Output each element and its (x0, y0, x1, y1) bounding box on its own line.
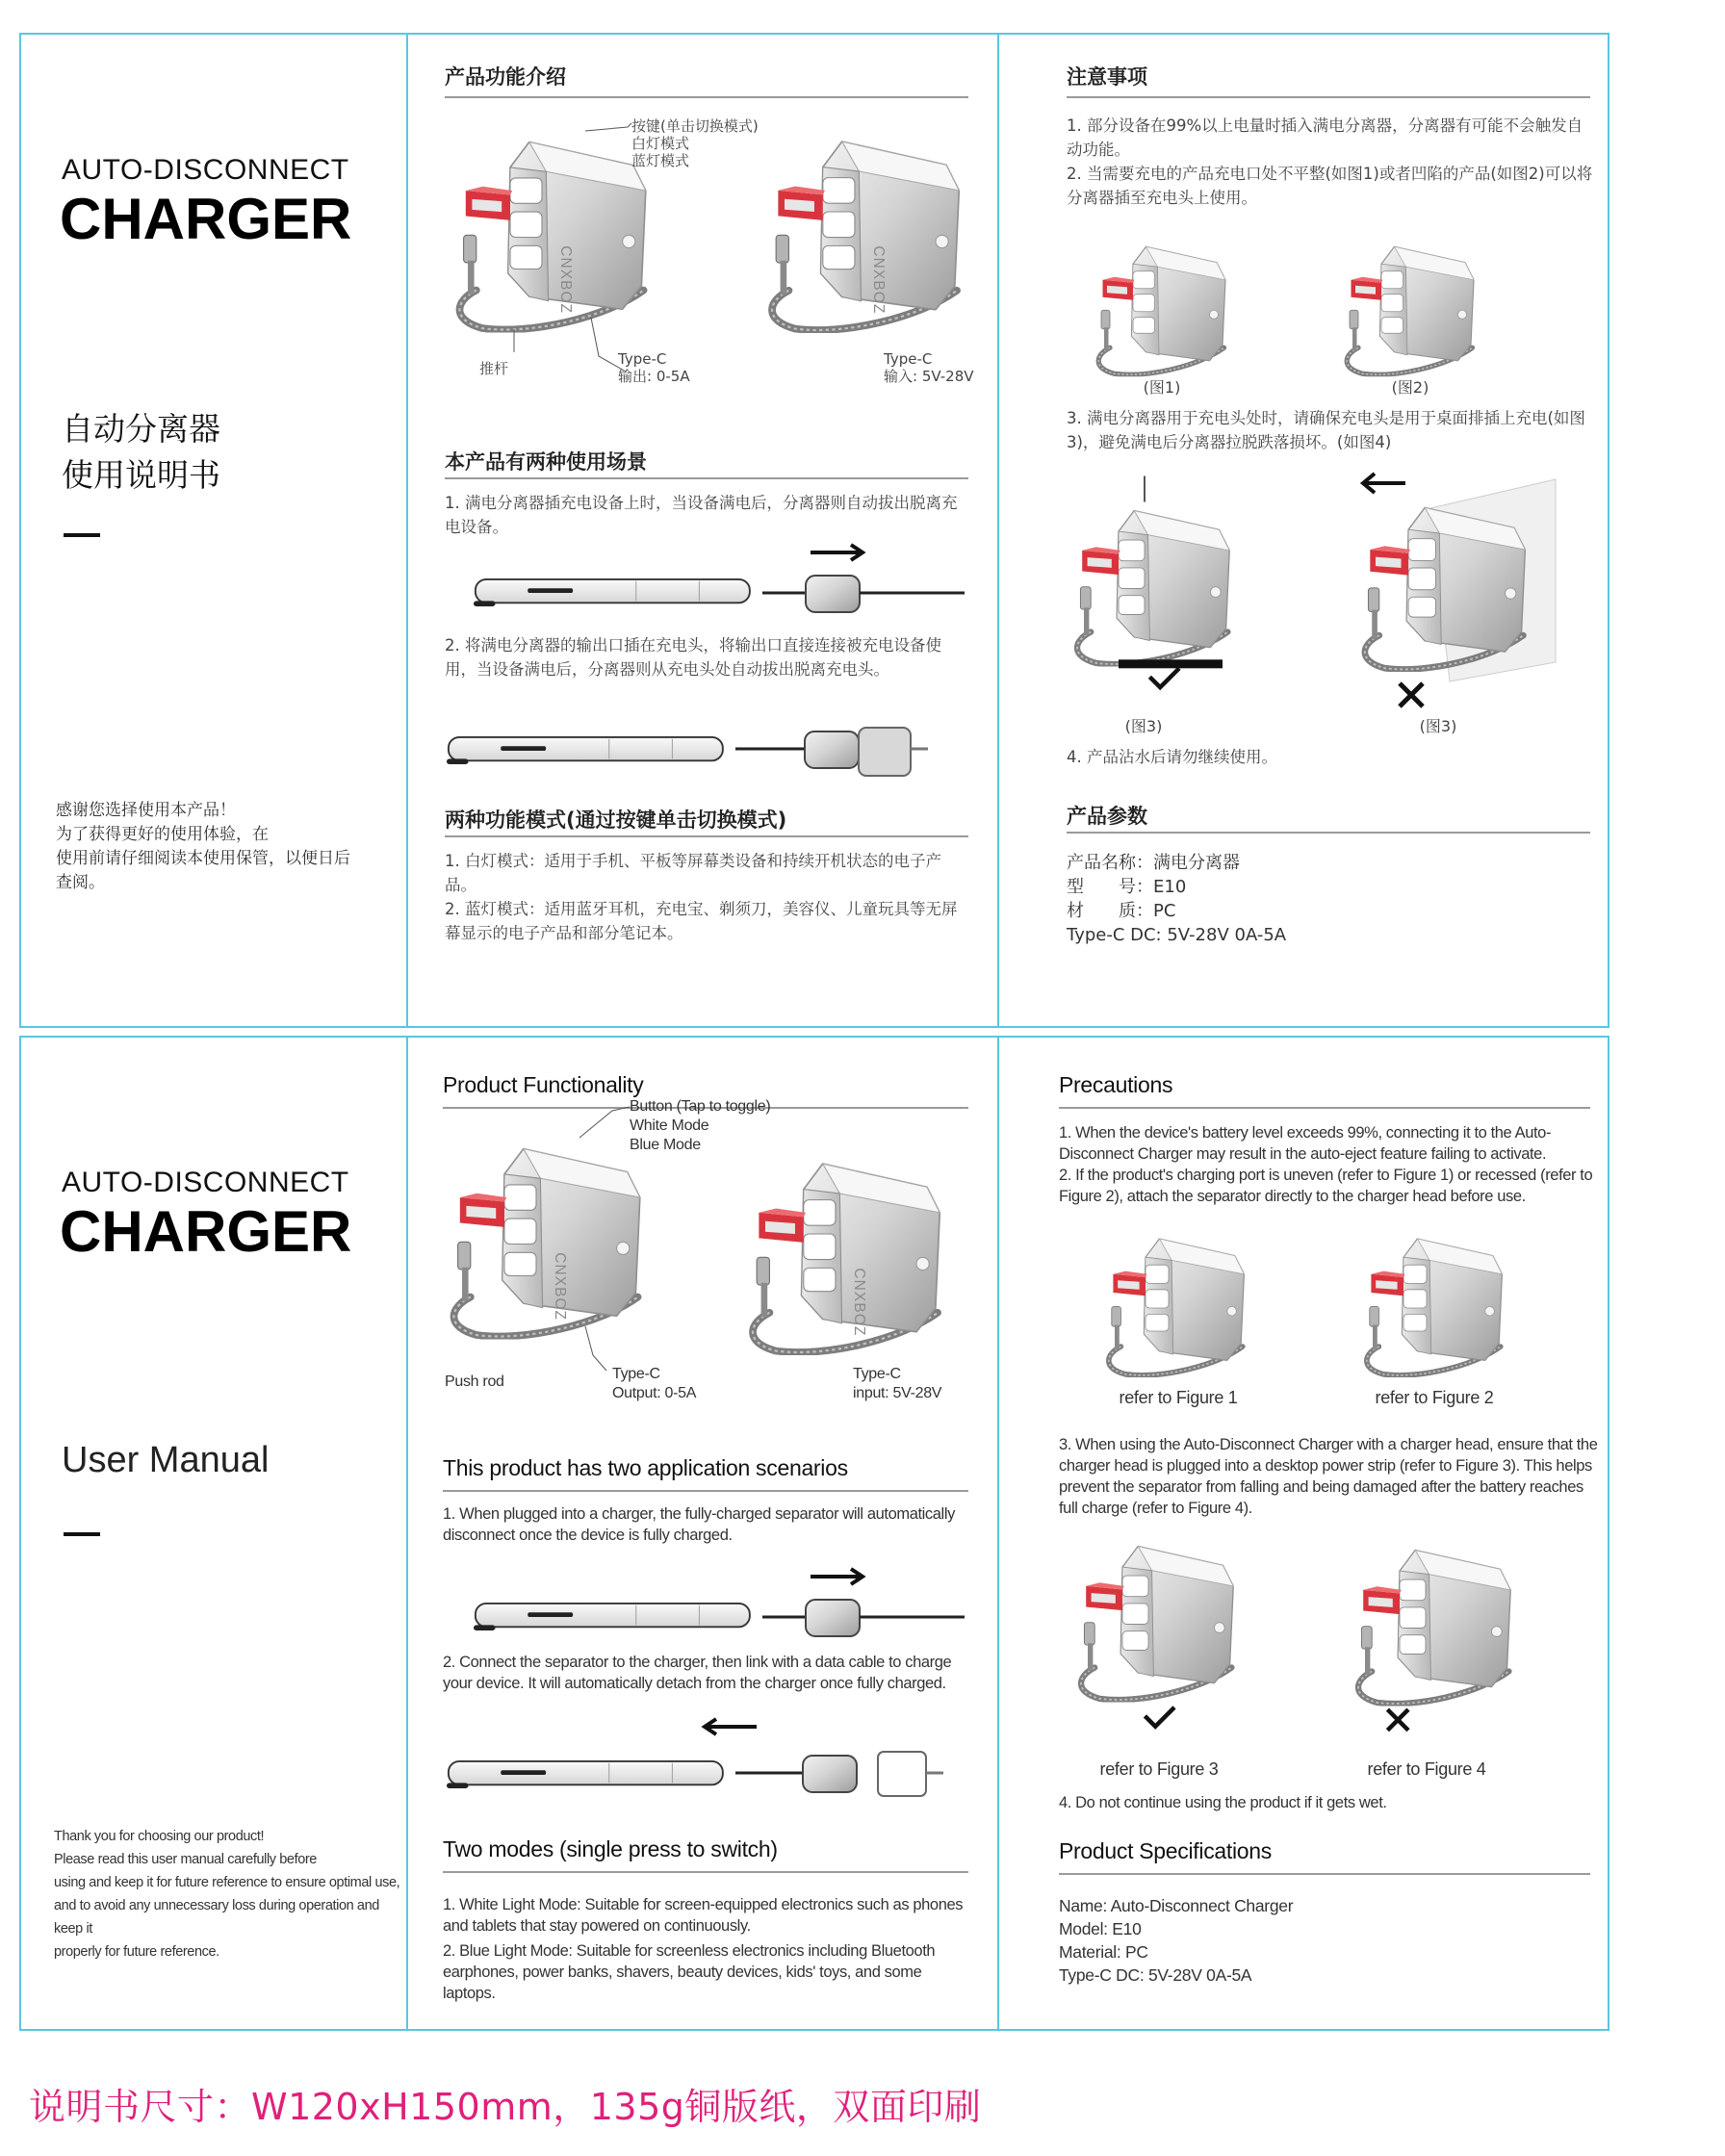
figure-4-caption-en: refer to Figure 4 (1367, 1759, 1486, 1779)
precaution-2: 2. 当需要充电的产品充电口处不平整(如图1)或者凹陷的产品(如图2)可以将分离器插至充电头上使用。 (1067, 165, 1593, 207)
precautions-heading: 注意事项 (1067, 65, 1147, 89)
callout-typec-in-en: Type-C input: 5V-28V (853, 1366, 942, 1401)
specs-rule (1067, 832, 1590, 834)
callout-pushrod: 推杆 (479, 360, 509, 377)
callout-pushrod-en: Push rod (445, 1373, 504, 1390)
modes-rule (445, 835, 968, 837)
figure-1-illustration-en (1099, 1213, 1253, 1396)
figure-3-caption-en: refer to Figure 3 (1099, 1759, 1219, 1779)
cover-dash (64, 533, 100, 537)
scenarios-heading-en: This product has two application scenarios (443, 1455, 848, 1480)
specs-heading: 产品参数 (1067, 805, 1147, 828)
brand-line-2: CHARGER (60, 187, 352, 251)
scenario-2-illustration-en (447, 1717, 986, 1798)
precaution-4-en: 4. Do not continue using the product if it gets wet. (1059, 1794, 1387, 1811)
mode-1-en: 1. White Light Mode: Suitable for screen-equipped electronics such as phones and tablets that stay powered on continuously. (443, 1896, 964, 1935)
figure-2-illustration-en (1357, 1213, 1511, 1396)
modes-heading-en: Two modes (single press to switch) (443, 1836, 778, 1861)
thanks-note-en: Thank you for choosing our product! Please read this user manual carefully before using and keep it for future reference to ensure optimal use, and to avoid any unnecessary loss during operation and keep it properly for future reference. (54, 1829, 400, 1960)
scenario-1-en: 1. When plugged into a charger, the fully-charged separator will automatically disconnect once the device is fully charged. (443, 1505, 955, 1544)
precaution-3: 3. 满电分离器用于充电头处时，请确保充电头是用于桌面排插上充电(如图3)，避免满电后分离器拉脱跌落损坏。(如图4) (1067, 409, 1585, 451)
cover-panel (21, 35, 406, 1026)
scenario-2-en: 2. Connect the separator to the charger, then link with a data cable to charge your device. It will automatically detach from the charger once fully charged. (443, 1654, 952, 1692)
figure-4-caption: (图3) (1419, 717, 1457, 735)
precaution-4: 4. 产品沾水后请勿继续使用。 (1067, 748, 1277, 766)
svg-text:CNXBOZ: CNXBOZ (869, 245, 887, 315)
callout-button-en: Button (Tap to toggle) White Mode Blue Mode (630, 1098, 771, 1153)
precautions-panel-en (999, 1038, 1611, 2029)
scenario-2-illustration (447, 710, 986, 787)
precautions-heading-en: Precautions (1059, 1072, 1173, 1097)
callout-typec-in: Type-C 输入: 5V-28V (884, 350, 974, 385)
svg-text:CNXBOZ: CNXBOZ (850, 1268, 867, 1337)
modes-rule-en (443, 1871, 968, 1873)
mode-2: 2. 蓝灯模式：适用蓝牙耳机，充电宝、剃须刀，美容仪、儿童玩具等无屏幕显示的电子产品和部分笔记本。 (445, 900, 958, 942)
thanks-note: 感谢您选择使用本产品！ 为了获得更好的使用体验，在 使用前请仔细阅读本使用保管，以便日后 查阅。 (56, 801, 350, 892)
figure-3-illustration-en (1070, 1527, 1244, 1748)
brand-line-1: AUTO-DISCONNECT (62, 154, 349, 186)
mode-2-en: 2. Blue Light Mode: Suitable for screenless electronics including Bluetooth earphones, power banks, shavers, beauty devices, kids' toys, and some laptops. (443, 1942, 936, 2002)
precaution-3-en: 3. When using the Auto-Disconnect Charger with a charger head, ensure that the charger head is plugged into a desktop power strip (refer to Figure 3). This helps prevent the separator from falling and being damaged after the battery reaches full charge (refer to Figure 4). (1059, 1436, 1598, 1517)
figure-1-caption: (图1) (1143, 378, 1181, 397)
callout-typec-out: Type-C 输出: 0-5A (618, 350, 690, 385)
modes-heading: 两种功能模式(通过按键单击切换模式) (445, 808, 787, 832)
cover-dash-en (64, 1532, 100, 1536)
spec-typec: Type-C DC: 5V-28V 0A-5A (1067, 925, 1287, 945)
scenarios-rule-en (443, 1490, 968, 1492)
spec-model: 型 号：E10 (1067, 877, 1187, 897)
figure-4-illustration-en (1348, 1530, 1521, 1752)
brand-line-1-en: AUTO-DISCONNECT (62, 1167, 349, 1198)
cover-panel-en (21, 1038, 406, 2029)
cover-title-en: User Manual (62, 1440, 270, 1480)
spec-name: 产品名称：满电分离器 (1067, 853, 1240, 873)
specs-heading-en: Product Specifications (1059, 1838, 1272, 1863)
cover-title-1: 自动分离器 (62, 410, 220, 448)
figure-4-illustration (1363, 470, 1556, 710)
figure-1-caption-en: refer to Figure 1 (1119, 1388, 1238, 1407)
scenario-1: 1. 满电分离器插充电设备上时，当设备满电后，分离器则自动拔出脱离充电设备。 (445, 494, 958, 536)
precaution-2-en: 2. If the product's charging port is uneven (refer to Figure 1) or recessed (refer to Figure 2), attach the separator directly to the charger head before use. (1059, 1167, 1593, 1205)
callout-typec-out-en: Type-C Output: 0-5A (612, 1366, 697, 1401)
precaution-1-en: 1. When the device's battery level exceeds 99%, connecting it to the Auto-Disconnect Charger may result in the auto-eject feature failing to activate. (1059, 1124, 1552, 1163)
scenario-1-illustration-en (474, 1561, 984, 1638)
svg-text:CNXBOZ: CNXBOZ (551, 1252, 568, 1322)
scenario-1-illustration (474, 537, 984, 614)
callout-button: 按键(单击切换模式) 白灯模式 蓝灯模式 (631, 117, 759, 169)
specs-rule-en (1059, 1873, 1590, 1875)
functions-panel-en (406, 1038, 999, 2029)
manual-sheet-chinese (19, 33, 1609, 1028)
spec-material: 材 质：PC (1067, 901, 1176, 921)
mode-1: 1. 白灯模式：适用于手机、平板等屏幕类设备和持续开机状态的电子产品。 (445, 852, 941, 894)
figure-3-illustration (1067, 464, 1240, 705)
precautions-rule-en (1059, 1107, 1590, 1109)
precautions-panel (999, 35, 1611, 1026)
brand-line-2-en: CHARGER (60, 1199, 352, 1264)
figure-2-caption: (图2) (1391, 378, 1429, 397)
cover-title-2: 使用说明书 (62, 456, 220, 494)
spec-material-en: Material: PC (1059, 1942, 1148, 1962)
scenarios-heading: 本产品有两种使用场景 (445, 450, 647, 474)
svg-text:CNXBOZ: CNXBOZ (556, 245, 574, 315)
spec-model-en: Model: E10 (1059, 1919, 1142, 1938)
functions-panel (406, 35, 999, 1026)
print-spec-footer: 说明书尺寸：W120xH150mm，135g铜版纸，双面印刷 (29, 2086, 982, 2128)
precautions-rule (1067, 96, 1590, 98)
spec-name-en: Name: Auto-Disconnect Charger (1059, 1896, 1294, 1915)
func-heading: 产品功能介绍 (445, 65, 566, 89)
precaution-1: 1. 部分设备在99%以上电量时插入满电分离器，分离器有可能不会触发自动功能。 (1067, 116, 1583, 159)
figure-3-caption: (图3) (1124, 717, 1163, 735)
figure-2-caption-en: refer to Figure 2 (1375, 1388, 1494, 1407)
func-heading-en: Product Functionality (443, 1072, 644, 1097)
scenario-2: 2. 将满电分离器的输出口插在充电头，将输出口直接连接被充电设备使用，当设备满电后，分离器则从充电头处自动拔出脱离充电头。 (445, 636, 941, 679)
manual-sheet-english (19, 1036, 1609, 2031)
spec-typec-en: Type-C DC: 5V-28V 0A-5A (1059, 1965, 1252, 1985)
scenarios-rule (445, 477, 968, 479)
